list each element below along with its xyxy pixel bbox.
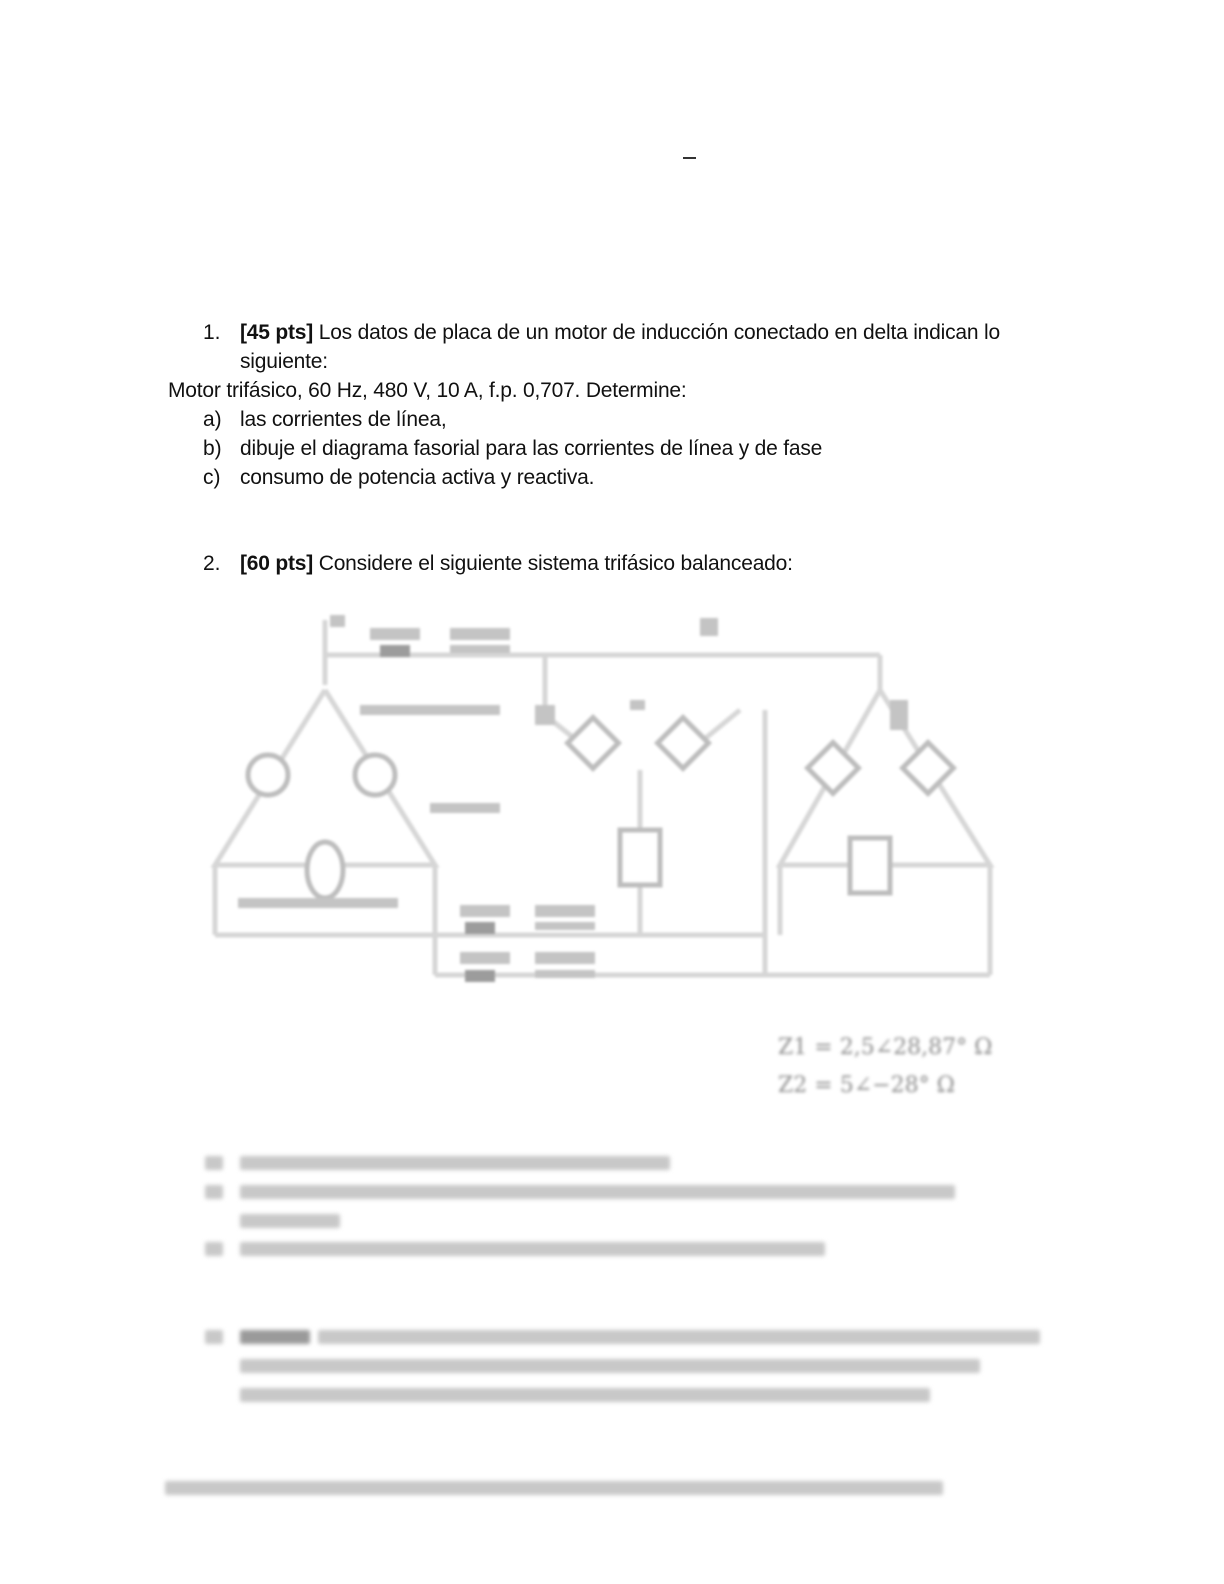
problem2-number: 2. <box>203 552 221 575</box>
impedance-z2 <box>778 1073 955 1098</box>
impedance-z2-value: = 5∠−28° Ω <box>814 1073 955 1098</box>
impedance-z2-symbol: Z2 <box>778 1073 808 1098</box>
problem1-item-a-text: las corrientes de línea, <box>240 408 447 431</box>
three-phase-circuit-diagram <box>200 600 1020 1000</box>
impedance-z1-icon <box>658 718 709 769</box>
impedance-z1-symbol: Z1 <box>778 1035 808 1060</box>
impedance-z1 <box>778 1035 992 1060</box>
problem1-statement-line2: siguiente: <box>240 350 328 373</box>
impedance-z1-icon <box>568 718 619 769</box>
voltage-source-icon <box>248 755 288 795</box>
problem1-item-c-text: consumo de potencia activa y reactiva. <box>240 466 595 489</box>
problem1-statement <box>240 318 1000 347</box>
problem1-number: 1. <box>203 321 221 344</box>
impedance-z1-icon <box>620 830 660 885</box>
impedance-z1-value: = 2,5∠28,87° Ω <box>814 1035 993 1060</box>
problem2-statement-text: Considere el siguiente sistema trifásico balanceado: <box>313 552 793 575</box>
impedance-z2-icon <box>850 838 890 893</box>
voltage-source-icon <box>307 842 343 898</box>
problem2-points: [60 pts] <box>240 552 314 575</box>
impedance-z2-icon <box>808 743 859 794</box>
problem1-item-b-text: dibuje el diagrama fasorial para las corrientes de línea y de fase <box>240 437 823 460</box>
problem2-statement <box>240 549 793 578</box>
problem1-statement-line1: Los datos de placa de un motor de inducción conectado en delta indican lo <box>313 321 1000 344</box>
problem1-item-c-label: c) <box>203 466 221 489</box>
header-mark <box>683 157 696 159</box>
problem1-item-b-label: b) <box>203 437 222 460</box>
problem1-item-a-label: a) <box>203 408 222 431</box>
problem1-data-line: Motor trifásico, 60 Hz, 480 V, 10 A, f.p. 0,707. Determine: <box>168 379 687 402</box>
impedance-z2-icon <box>903 743 954 794</box>
voltage-source-icon <box>355 755 395 795</box>
problem1-points: [45 pts] <box>240 321 314 344</box>
